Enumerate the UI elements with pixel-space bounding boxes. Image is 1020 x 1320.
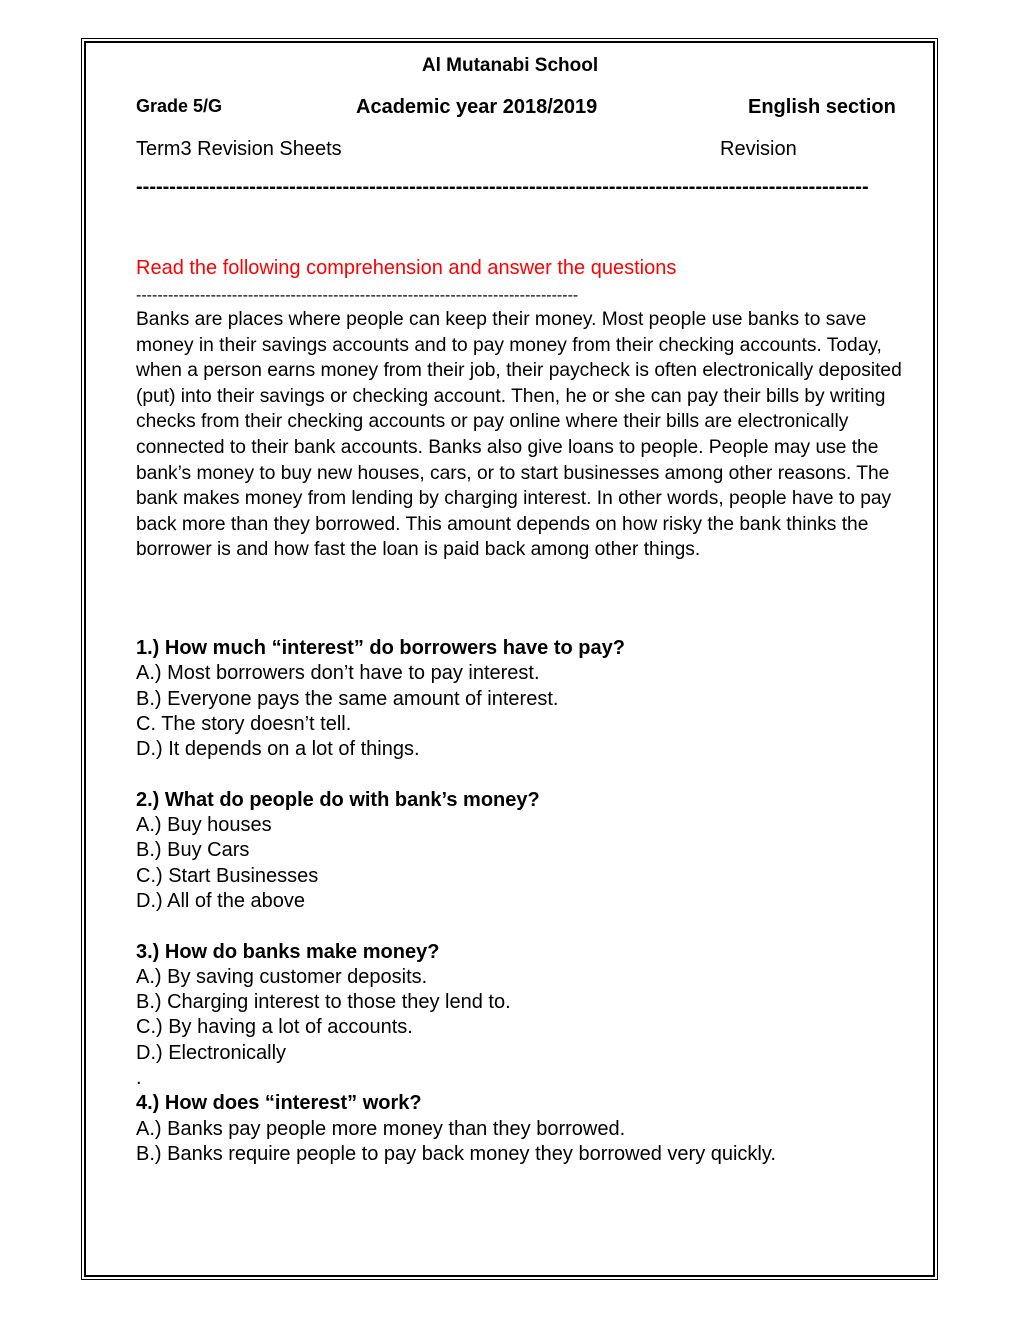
academic-year: Academic year 2018/2019 <box>356 96 598 118</box>
question-title: 4.) How does “interest” work? <box>136 1092 422 1115</box>
answer-option: A.) Most borrowers don’t have to pay interest. <box>136 662 540 685</box>
answer-option: C.) Start Businesses <box>136 864 319 887</box>
section-label: English section <box>748 96 896 118</box>
answer-option: D.) It depends on a lot of things. <box>136 738 420 761</box>
answer-option: C.) By having a lot of accounts. <box>136 1016 413 1039</box>
revision-label: Revision <box>720 138 797 160</box>
answer-option: B.) Charging interest to those they lend to. <box>136 991 511 1014</box>
question-2 <box>136 788 916 940</box>
header-divider: -------------------------------------------------------------------------------------------------------------- <box>136 176 869 198</box>
question-1 <box>136 636 916 788</box>
question-title: 3.) How do banks make money? <box>136 940 440 963</box>
question-title: 1.) How much “interest” do borrowers have to pay? <box>136 637 625 659</box>
answer-option: C. The story doesn’t tell. <box>136 712 352 735</box>
stray-period: . <box>136 1067 142 1090</box>
question-3 <box>136 940 916 1092</box>
school-name: Al Mutanabi School <box>421 55 599 76</box>
answer-option: B.) Banks require people to pay back money they borrowed very quickly. <box>136 1142 776 1165</box>
question-list <box>136 636 916 1167</box>
answer-option: A.) Buy houses <box>136 814 272 837</box>
answer-option: A.) By saving customer deposits. <box>136 965 428 988</box>
answer-option: D.) All of the above <box>136 889 305 912</box>
term-title: Term3 Revision Sheets <box>136 138 342 160</box>
comprehension-passage: Banks are places where people can keep their money. Most people use banks to save money in their savings accounts and to pay money from their checking accounts. Today, when a person earns money from their job, their paycheck is often electronically deposited (put) into their savings or checking account. Then, he or she can pay their bills by writing checks from their checking accounts or pay online where their bills are electronically connected to their bank accounts. Banks also give loans to people. People may use the bank’s money to buy new houses, cars, or to start businesses among other reasons. The bank makes money from lending by charging interest. In other words, people have to pay back more than they borrowed. This amount depends on how risky the bank thinks the borrower is and how fast the loan is paid back among other things. <box>136 309 902 561</box>
answer-option: D.) Electronically <box>136 1041 287 1064</box>
answer-option: B.) Everyone pays the same amount of interest. <box>136 687 559 710</box>
answer-option: B.) Buy Cars <box>136 839 250 862</box>
grade-label: Grade 5/G <box>136 96 223 116</box>
question-4 <box>136 1091 916 1167</box>
spacer <box>136 762 916 787</box>
instruction-divider: ----------------------------------------------------------------------------------- <box>136 287 579 304</box>
question-title: 2.) What do people do with bank’s money? <box>136 788 540 811</box>
instruction-text: Read the following comprehension and answer the questions <box>136 257 677 279</box>
answer-option: A.) Banks pay people more money than they borrowed. <box>136 1117 626 1140</box>
spacer <box>136 914 916 939</box>
